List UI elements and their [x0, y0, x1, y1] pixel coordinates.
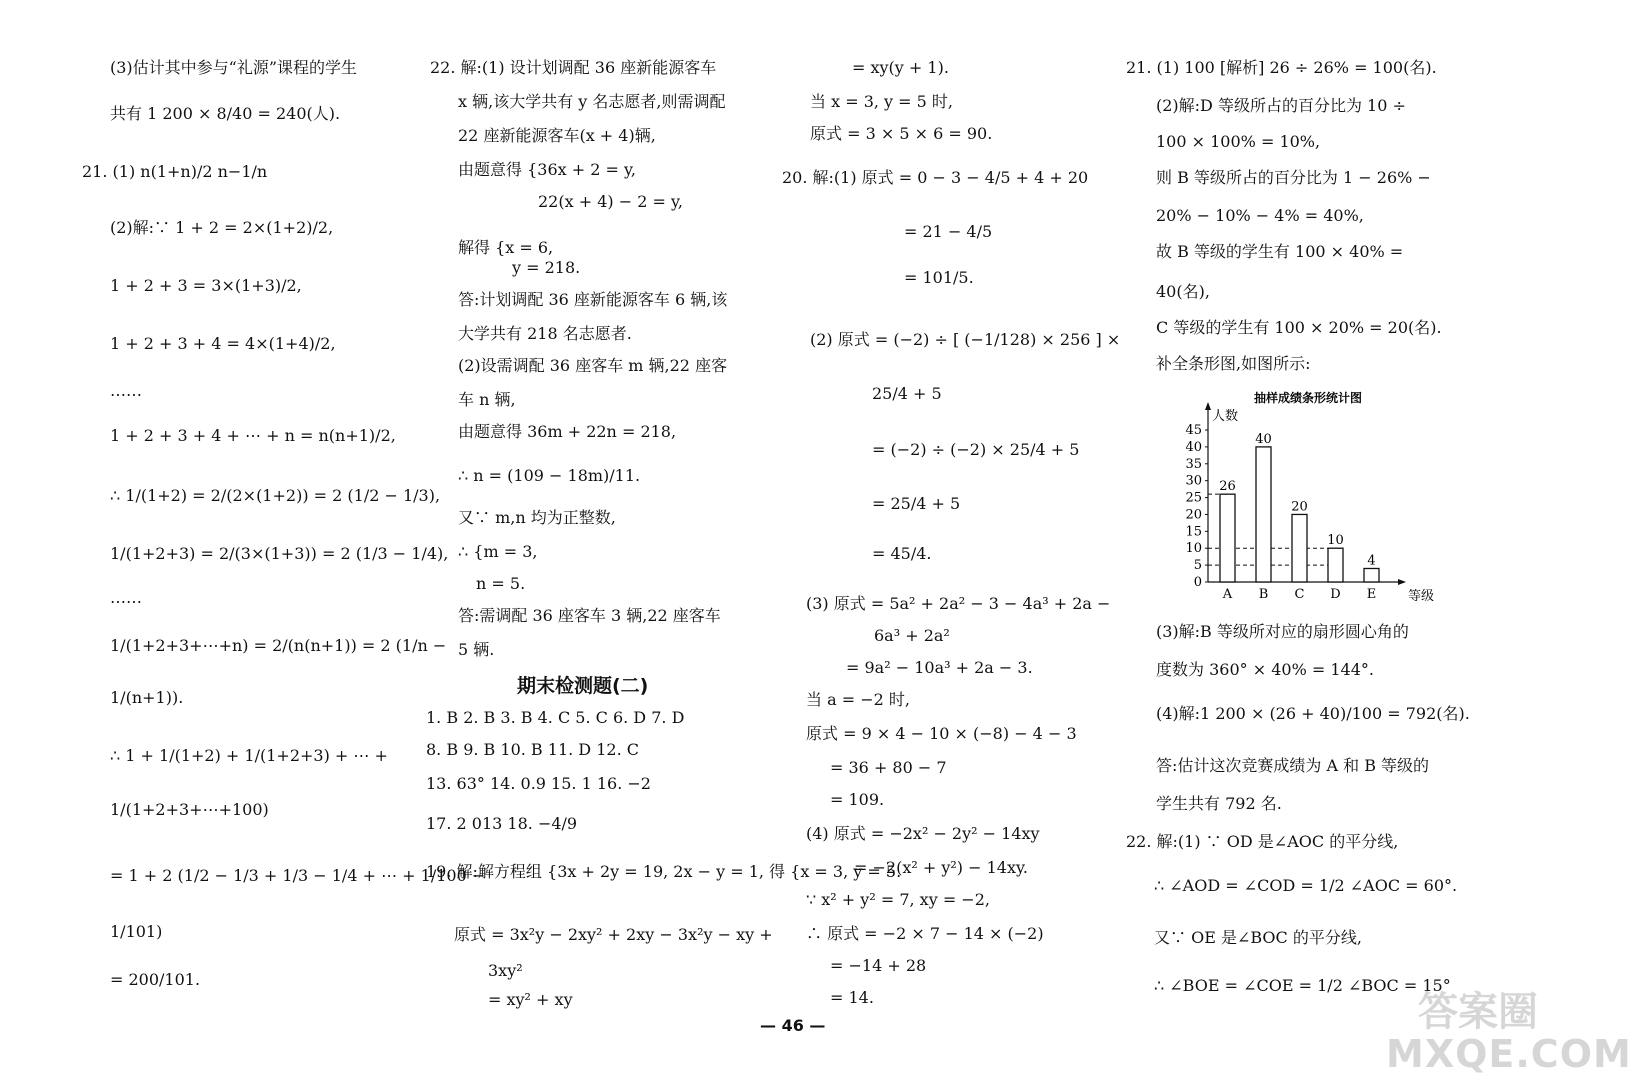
- text-line: x 辆,该大学共有 y 名志愿者,则需调配: [458, 92, 726, 111]
- text-line: 度数为 360° × 40% = 144°.: [1156, 660, 1374, 679]
- y-tick-label: 10: [1185, 541, 1202, 557]
- text-line: 由题意得 {36x + 2 = y,: [458, 160, 636, 179]
- text-line: ……: [110, 381, 142, 400]
- x-axis-arrow: [1398, 579, 1406, 585]
- text-line: (3)估计其中参与“礼源”课程的学生: [110, 58, 358, 77]
- text-line: 1. B 2. B 3. B 4. C 5. C 6. D 7. D: [426, 708, 685, 727]
- x-tick-label: C: [1294, 587, 1305, 602]
- text-line: 车 n 辆,: [458, 390, 516, 409]
- text-line: ∴ 1 + 1/(1+2) + 1/(1+2+3) + ⋯ +: [110, 746, 388, 765]
- text-line: (2)设需调配 36 座客车 m 辆,22 座客: [458, 356, 728, 375]
- text-line: 共有 1 200 × 8/40 = 240(人).: [110, 104, 341, 123]
- y-axis-arrow: [1205, 402, 1211, 410]
- text-line: ∴ n = (109 − 18m)/11.: [458, 466, 641, 485]
- text-line: 原式 = 3x²y − 2xy² + 2xy − 3x²y − xy +: [454, 925, 773, 944]
- text-line: 1 + 2 + 3 + 4 = 4×(1+4)/2,: [110, 334, 336, 353]
- text-line: 又∵ OE 是∠BOC 的平分线,: [1154, 928, 1362, 947]
- text-line: (2)解:D 等级所占的百分比为 10 ÷: [1156, 96, 1406, 115]
- text-line: n = 5.: [476, 574, 526, 593]
- text-line: = xy² + xy: [488, 990, 573, 1009]
- bar: [1256, 447, 1271, 582]
- text-line: 故 B 等级的学生有 100 × 40% =: [1156, 242, 1404, 261]
- text-line: 100 × 100% = 10%,: [1156, 132, 1321, 151]
- text-line: 20. 解:(1) 原式 = 0 − 3 − 4/5 + 4 + 20: [782, 168, 1089, 187]
- text-line: ……: [110, 588, 142, 607]
- text-line: 8. B 9. B 10. B 11. D 12. C: [426, 740, 639, 759]
- text-line: = 14.: [830, 988, 874, 1007]
- bar: [1364, 568, 1379, 582]
- text-line: 20% − 10% − 4% = 40%,: [1156, 206, 1364, 225]
- x-axis-label: 等级: [1408, 589, 1435, 604]
- text-line: 40(名),: [1156, 282, 1210, 301]
- text-line: (4) 原式 = −2x² − 2y² − 14xy: [806, 824, 1040, 843]
- text-line: 学生共有 792 名.: [1156, 794, 1282, 813]
- text-line: (4)解:1 200 × (26 + 40)/100 = 792(名).: [1156, 704, 1470, 723]
- text-line: 补全条形图,如图所示:: [1156, 354, 1311, 373]
- watermark-top-text: 答案圈: [1418, 989, 1538, 1035]
- text-line: 1/(1+2+3+⋯+n) = 2/(n(n+1)) = 2 (1/n −: [110, 636, 447, 655]
- page-number: — 46 —: [760, 1016, 826, 1035]
- x-tick-label: B: [1258, 587, 1269, 602]
- text-line: 1/(n+1)).: [110, 688, 184, 707]
- text-line: 21. (1) 100 [解析] 26 ÷ 26% = 100(名).: [1126, 58, 1437, 77]
- watermark-logo: [1378, 980, 1632, 1082]
- text-line: 22(x + 4) − 2 = y,: [538, 192, 683, 211]
- text-line: ∴ {m = 3,: [458, 542, 538, 561]
- bar-chart: [1168, 390, 1448, 612]
- bar-data-label: 4: [1367, 553, 1376, 569]
- text-line: (2)解:∵ 1 + 2 = 2×(1+2)/2,: [110, 218, 334, 237]
- text-line: 1 + 2 + 3 + 4 + ⋯ + n = n(n+1)/2,: [110, 426, 396, 445]
- bar-data-label: 10: [1327, 533, 1344, 549]
- bar: [1220, 494, 1235, 582]
- text-line: 17. 2 013 18. −4/9: [426, 814, 578, 833]
- text-line: 又∵ m,n 均为正整数,: [458, 508, 616, 527]
- text-line: = 109.: [830, 790, 885, 809]
- text-line: 则 B 等级所占的百分比为 1 − 26% −: [1156, 168, 1431, 187]
- y-tick-label: 40: [1185, 439, 1202, 455]
- text-line: = (−2) ÷ (−2) × 25/4 + 5: [872, 440, 1080, 459]
- text-line: 当 a = −2 时,: [806, 690, 910, 709]
- y-tick-label: 25: [1185, 490, 1202, 506]
- bar-data-label: 40: [1255, 431, 1272, 447]
- text-line: 21. (1) n(1+n)/2 n−1/n: [82, 162, 268, 181]
- x-tick-label: E: [1366, 587, 1377, 602]
- text-line: ∴ 1/(1+2) = 2/(2×(1+2)) = 2 (1/2 − 1/3),: [110, 486, 441, 505]
- text-line: = 25/4 + 5: [872, 494, 961, 513]
- text-line: 答:估计这次竞赛成绩为 A 和 B 等级的: [1156, 756, 1430, 775]
- text-line: y = 218.: [512, 258, 581, 277]
- text-line: 1 + 2 + 3 = 3×(1+3)/2,: [110, 276, 302, 295]
- text-line: 3xy²: [488, 961, 523, 980]
- text-line: = 9a² − 10a³ + 2a − 3.: [846, 658, 1033, 677]
- text-line: 5 辆.: [458, 640, 495, 659]
- text-line: 13. 63° 14. 0.9 15. 1 16. −2: [426, 774, 651, 793]
- text-line: 当 x = 3, y = 5 时,: [810, 92, 954, 111]
- text-line: 原式 = 9 × 4 − 10 × (−8) − 4 − 3: [806, 724, 1077, 743]
- text-line: ∴ ∠BOE = ∠COE = 1/2 ∠BOC = 15°: [1154, 976, 1451, 995]
- bar: [1328, 548, 1343, 582]
- text-line: ∴ 原式 = −2 × 7 − 14 × (−2): [806, 924, 1044, 943]
- text-line: = 1 + 2 (1/2 − 1/3 + 1/3 − 1/4 + ⋯ + 1/100 −: [110, 866, 486, 885]
- bar-data-label: 26: [1219, 479, 1236, 495]
- text-line: 原式 = 3 × 5 × 6 = 90.: [810, 124, 993, 143]
- text-line: = xy(y + 1).: [852, 58, 949, 77]
- text-line: (3) 原式 = 5a² + 2a² − 3 − 4a³ + 2a −: [806, 594, 1111, 613]
- text-line: 解得 {x = 6,: [458, 238, 554, 257]
- text-line: = 101/5.: [904, 268, 974, 287]
- y-tick-label: 45: [1185, 423, 1202, 438]
- y-tick-label: 15: [1185, 524, 1202, 540]
- bar: [1292, 514, 1307, 582]
- y-tick-label: 0: [1193, 575, 1202, 590]
- text-line: 19. 解:解方程组 {3x + 2y = 19, 2x − y = 1, 得 {x = 3, y = 5.: [426, 862, 902, 881]
- section-title: 期末检测题(二): [517, 675, 649, 697]
- y-tick-label: 30: [1185, 473, 1202, 489]
- text-line: 22 座新能源客车(x + 4)辆,: [458, 126, 656, 145]
- text-line: (3)解:B 等级所对应的扇形圆心角的: [1156, 622, 1409, 641]
- text-line: = 21 − 4/5: [904, 222, 993, 241]
- x-tick-label: D: [1330, 587, 1341, 602]
- text-line: 1/(1+2+3) = 2/(3×(1+3)) = 2 (1/3 − 1/4),: [110, 544, 449, 563]
- y-tick-label: 35: [1185, 456, 1202, 472]
- text-line: 1/101): [110, 922, 163, 941]
- text-line: = 36 + 80 − 7: [830, 758, 947, 777]
- text-line: 1/(1+2+3+⋯+100): [110, 800, 269, 819]
- text-line: = −2(x² + y²) − 14xy.: [854, 858, 1028, 877]
- text-line: 22. 解:(1) 设计划调配 36 座新能源客车: [430, 58, 717, 77]
- text-line: ∵ x² + y² = 7, xy = −2,: [806, 890, 990, 909]
- text-line: ∴ ∠AOD = ∠COD = 1/2 ∠AOC = 60°.: [1154, 876, 1458, 895]
- text-line: = 45/4.: [872, 544, 932, 563]
- text-line: = −14 + 28: [830, 956, 927, 975]
- text-line: 答:需调配 36 座客车 3 辆,22 座客车: [458, 606, 721, 625]
- y-tick-label: 20: [1185, 507, 1202, 523]
- y-tick-label: 5: [1193, 558, 1202, 574]
- text-line: = 200/101.: [110, 970, 201, 989]
- bar-data-label: 20: [1291, 499, 1308, 515]
- text-line: 25/4 + 5: [872, 384, 942, 403]
- text-line: (2) 原式 = (−2) ÷ [ (−1/128) × 256 ] ×: [810, 330, 1121, 349]
- text-line: 22. 解:(1) ∵ OD 是∠AOC 的平分线,: [1126, 832, 1399, 851]
- x-tick-label: A: [1222, 587, 1233, 602]
- chart-title: 抽样成绩条形统计图: [1253, 391, 1363, 405]
- y-axis-label: 人数: [1212, 409, 1239, 424]
- text-line: 由题意得 36m + 22n = 218,: [458, 422, 677, 441]
- watermark-bottom-text: MXQE.COM: [1386, 1032, 1632, 1076]
- text-line: 大学共有 218 名志愿者.: [458, 324, 632, 343]
- text-line: C 等级的学生有 100 × 20% = 20(名).: [1156, 318, 1442, 337]
- text-line: 6a³ + 2a²: [874, 626, 950, 645]
- text-line: 答:计划调配 36 座新能源客车 6 辆,该: [458, 290, 728, 309]
